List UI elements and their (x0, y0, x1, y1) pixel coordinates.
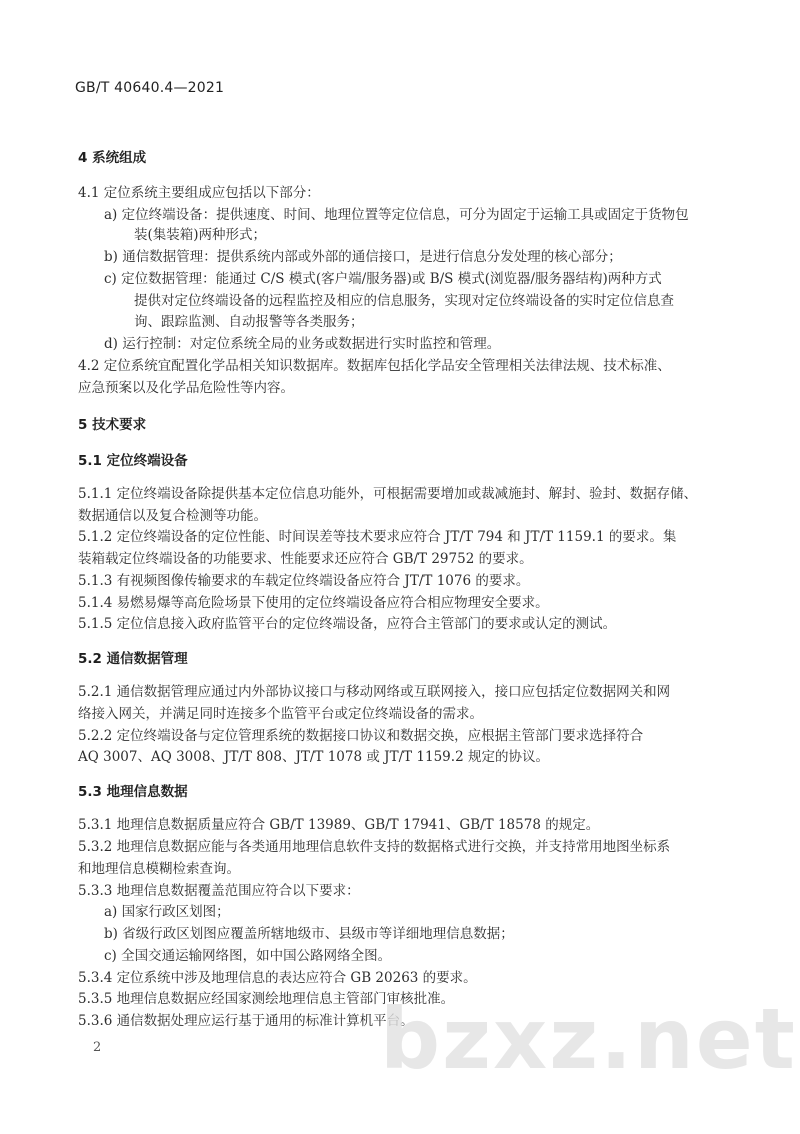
text-line: 询、跟踪监测、自动报警等各类服务； (134, 314, 364, 330)
text-line: 数据通信以及复合检测等功能。 (78, 508, 267, 524)
text-line: 4.2 定位系统宜配置化学品相关知识数据库。数据库包括化学品安全管理相关法律法规、技术标准、 (78, 358, 671, 374)
text-line: 装(集装箱)两种形式； (134, 227, 267, 243)
text-line: c) 定位数据管理：能通过 C/S 模式(客户端/服务器)或 B/S 模式(浏览器/服务器结构)两种方式 (104, 271, 662, 287)
text-line: 5.3.2 地理信息数据应能与各类通用地理信息软件支持的数据格式进行交换，并支持常用地图坐标系 (78, 839, 671, 855)
text-line: 5.1.3 有视频图像传输要求的车载定位终端设备应符合 JT/T 1076 的要求。 (78, 573, 530, 589)
text-line: 5.3.5 地理信息数据应经国家测绘地理信息主管部门审核批准。 (78, 991, 455, 1007)
text-line: AQ 3007、AQ 3008、JT/T 808、JT/T 1078 或 JT/T 1159.2 规定的协议。 (78, 749, 549, 765)
text-line: 5.3.6 通信数据处理应运行基于通用的标准计算机平台。 (78, 1013, 414, 1029)
section-heading: 4 系统组成 (78, 150, 147, 166)
text-line: 4.1 定位系统主要组成应包括以下部分： (78, 185, 320, 201)
section-heading: 5 技术要求 (78, 417, 147, 433)
text-line: b) 省级行政区划图应覆盖所辖地级市、县级市等详细地理信息数据； (104, 926, 514, 942)
text-line: d) 运行控制：对定位系统全局的业务或数据进行实时监控和管理。 (104, 336, 501, 352)
text-line: 5.2.2 定位终端设备与定位管理系统的数据接口协议和数据交换，应根据主管部门要求选择符合 (78, 728, 644, 744)
text-line: 应急预案以及化学品危险性等内容。 (78, 380, 294, 396)
text-line: 5.3.1 地理信息数据质量应符合 GB/T 13989、GB/T 17941、GB/T 18578 的规定。 (78, 817, 600, 833)
text-line: 装箱载定位终端设备的功能要求、性能要求还应符合 GB/T 29752 的要求。 (78, 551, 533, 567)
text-line: 络接入网关，并满足同时连接多个监管平台或定位终端设备的需求。 (78, 706, 483, 722)
section-heading: 5.2 通信数据管理 (78, 651, 188, 667)
text-line: a) 国家行政区划图； (104, 904, 230, 920)
section-heading: 5.1 定位终端设备 (78, 453, 188, 469)
standard-code: GB/T 40640.4—2021 (75, 80, 225, 96)
text-line: c) 全国交通运输网络图，如中国公路网络全图。 (104, 948, 392, 964)
text-line: 5.1.1 定位终端设备除提供基本定位信息功能外，可根据需要增加或裁减施封、解封、验封、数据存储、 (78, 486, 698, 502)
page-number: 2 (93, 1040, 102, 1055)
text-line: b) 通信数据管理：提供系统内部或外部的通信接口，是进行信息分发处理的核心部分； (104, 249, 622, 265)
text-line: 5.1.5 定位信息接入政府监管平台的定位终端设备，应符合主管部门的要求或认定的测试。 (78, 616, 617, 632)
section-heading: 5.3 地理信息数据 (78, 784, 188, 800)
text-line: 提供对定位终端设备的远程监控及相应的信息服务，实现对定位终端设备的实时定位信息查 (134, 293, 674, 309)
text-line: 和地理信息模糊检索查询。 (78, 861, 240, 877)
text-line: 5.1.2 定位终端设备的定位性能、时间误差等技术要求应符合 JT/T 794 和 JT/T 1159.1 的要求。集 (78, 529, 677, 545)
text-line: 5.3.3 地理信息数据覆盖范围应符合以下要求： (78, 883, 360, 899)
text-line: 5.3.4 定位系统中涉及地理信息的表达应符合 GB 20263 的要求。 (78, 970, 477, 986)
text-line: a) 定位终端设备：提供速度、时间、地理位置等定位信息，可分为固定于运输工具或固定于货物包 (104, 207, 689, 223)
text-line: 5.2.1 通信数据管理应通过内外部协议接口与移动网络或互联网接入，接口应包括定位数据网关和网 (78, 684, 671, 700)
text-line: 5.1.4 易燃易爆等高危险场景下使用的定位终端设备应符合相应物理安全要求。 (78, 595, 549, 611)
watermark: bzxz.net (380, 990, 797, 1088)
